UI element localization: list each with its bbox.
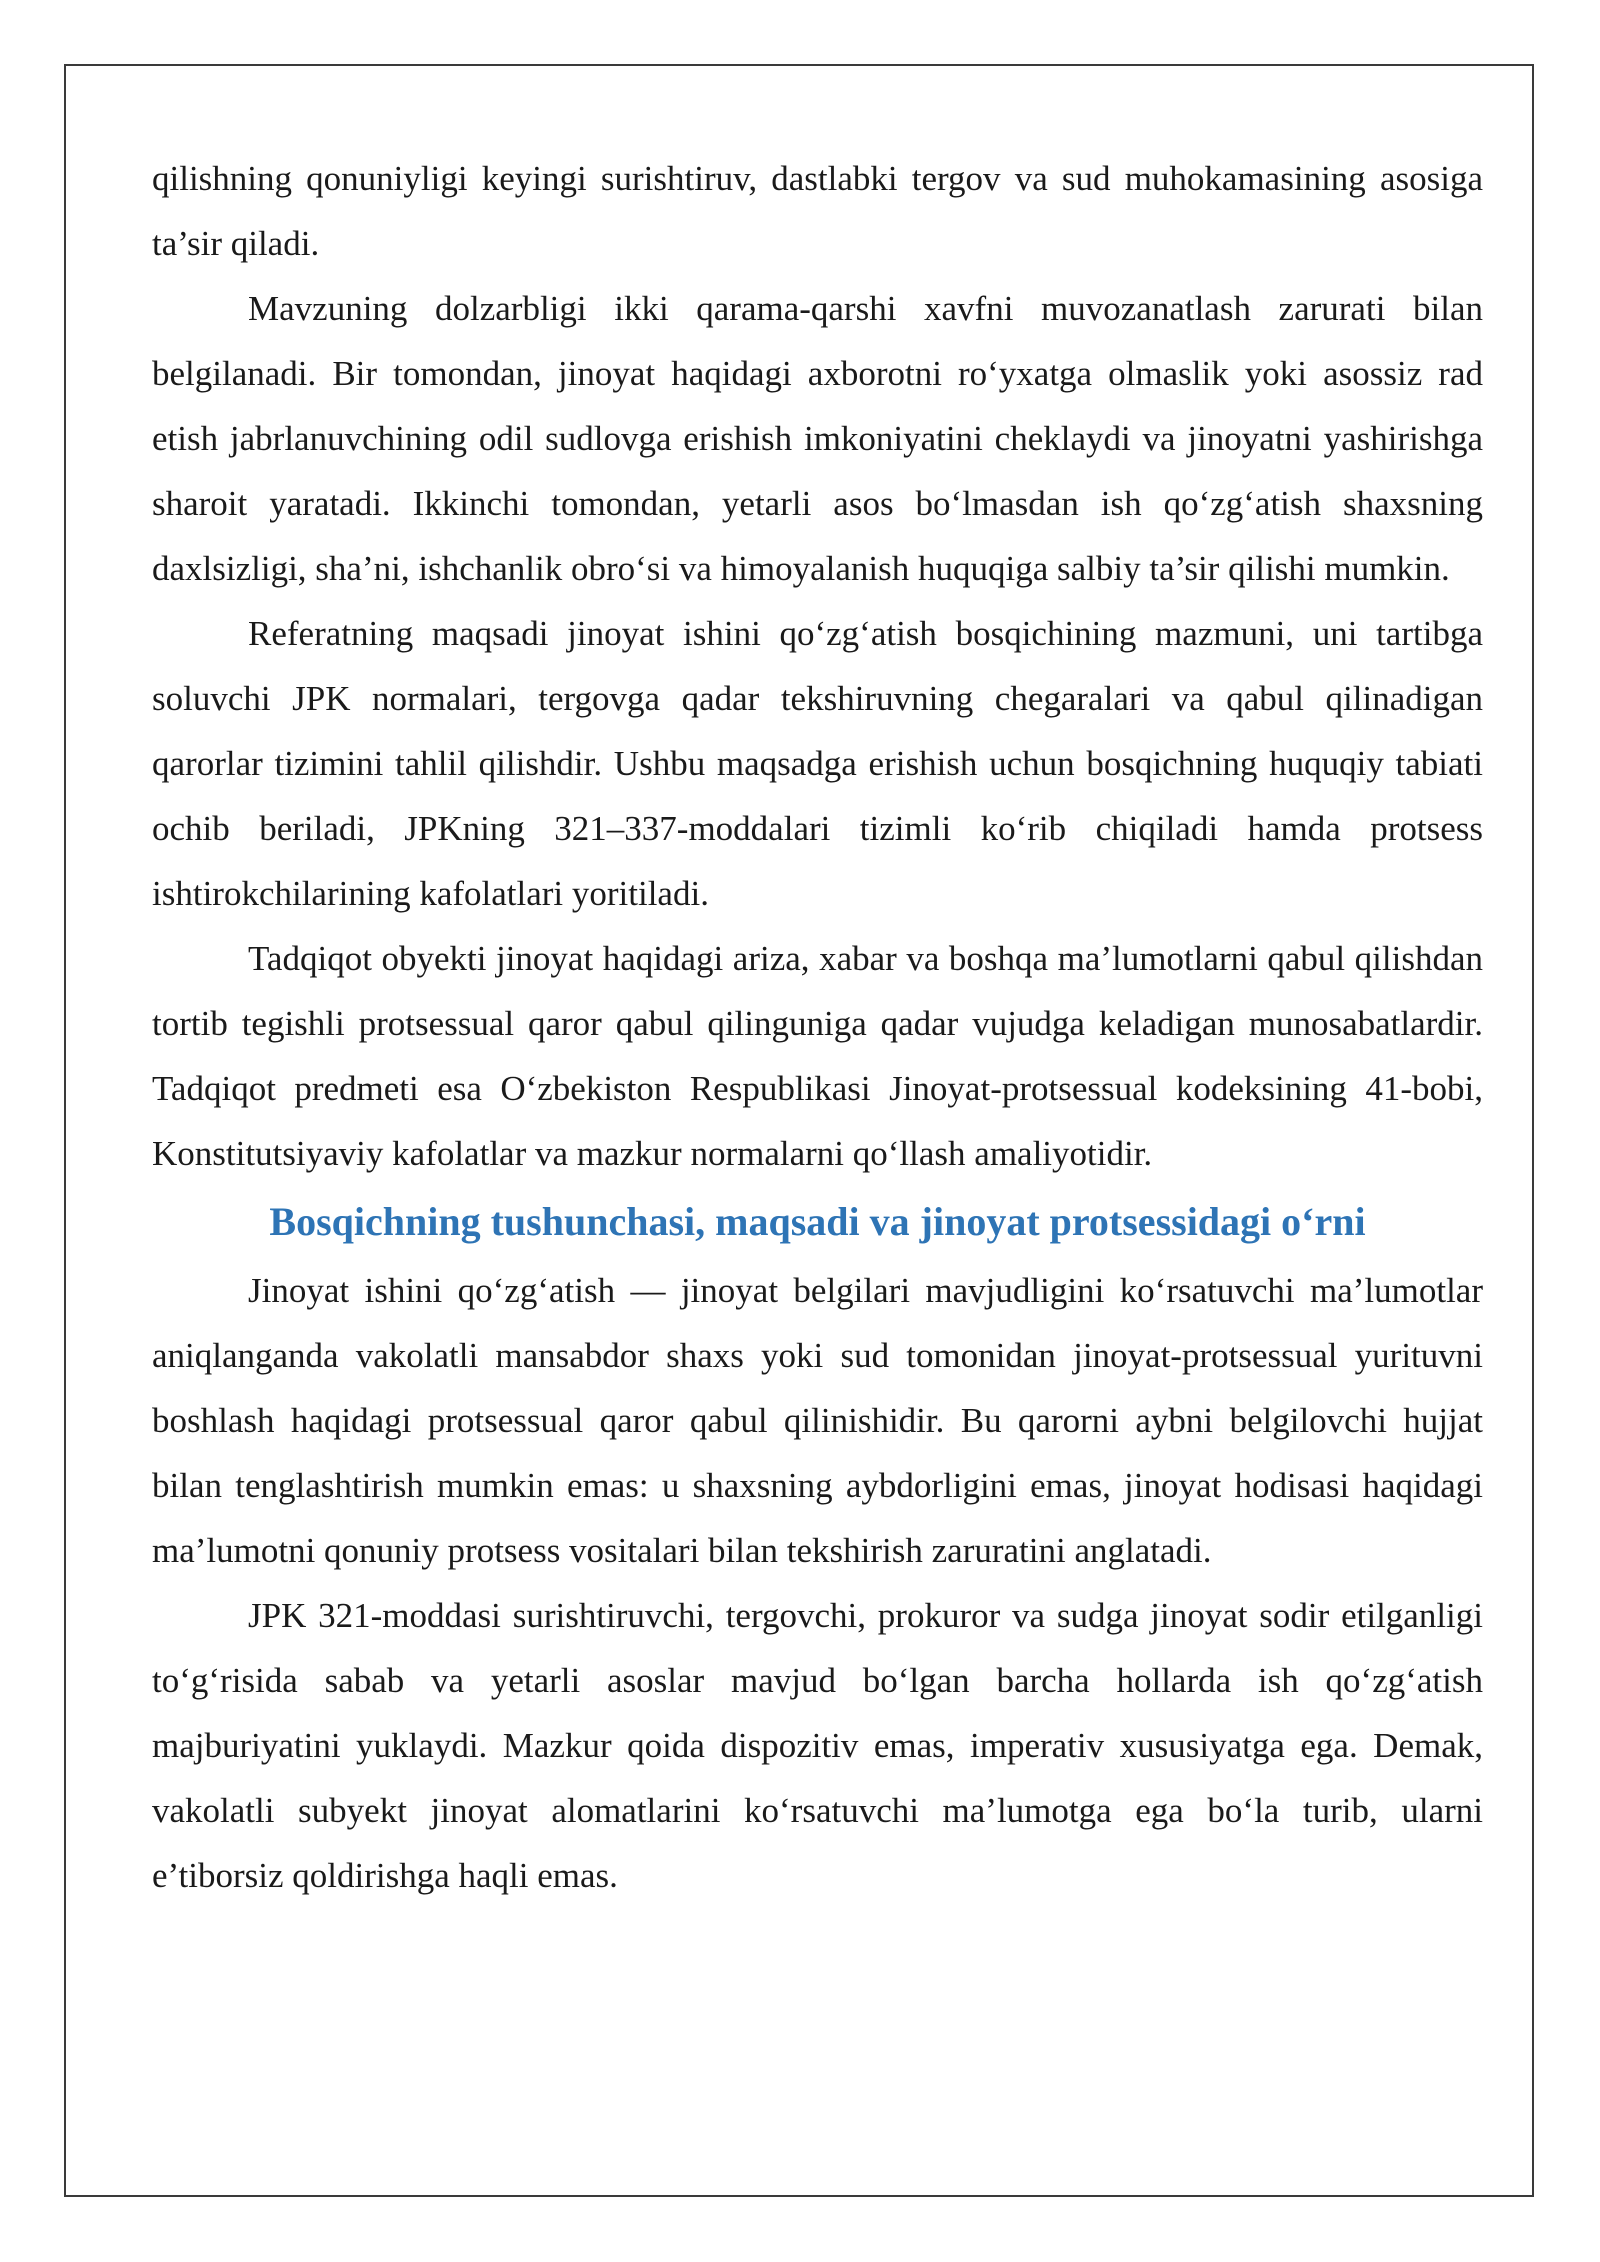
paragraph-definition: Jinoyat ishini qo‘zg‘atish — jinoyat belgilari mavjudligini ko‘rsatuvchi ma’lumotlar aniqlanganda vakolatli mansabdor shaxs yoki sud tomonidan jinoyat-protsessual yurituvni boshlash haqidagi protsessual qaror qabul qilinishidir. Bu qarorni aybni belgilovchi hujjat bilan tenglashtirish mumkin emas: u shaxsning aybdorligini emas, jinoyat hodisasi haqidagi ma’lumotni qonuniy protsess vositalari bilan tekshirish zaruratini anglatadi. <box>152 1271 1483 1570</box>
paragraph-relevance: Mavzuning dolzarbligi ikki qarama-qarshi xavfni muvozanatlash zarurati bilan belgilanadi. Bir tomondan, jinoyat haqidagi axborotni ro‘yxatga olmaslik yoki asossiz rad etish jabrlanuvchining odil sudlovga erishish imkoniyatini cheklaydi va jinoyatni yashirishga sharoit yaratadi. Ikkinchi tomondan, yetarli asos bo‘lmasdan ish qo‘zg‘atish shaxsning daxlsizligi, sha’ni, ishchanlik obro‘si va himoyalanish huquqiga salbiy ta’sir qilishi mumkin. <box>152 289 1483 588</box>
paragraph-aim: Referatning maqsadi jinoyat ishini qo‘zg‘atish bosqichining mazmuni, uni tartibga soluvchi JPK normalari, tergovga qadar tekshiruvning chegaralari va qabul qilinadigan qarorlar tizimini tahlil qilishdir. Ushbu maqsadga erishish uchun bosqichning huquqiy tabiati ochib beriladi, JPKning 321–337-moddalari tizimli ko‘rib chiqiladi hamda protsess ishtirokchilarining kafolatlari yoritiladi. <box>152 614 1483 913</box>
paragraph-research-object: Tadqiqot obyekti jinoyat haqidagi ariza, xabar va boshqa ma’lumotlarni qabul qilishdan tortib tegishli protsessual qaror qabul qilinguniga qadar vujudga keladigan munosabatlardir. Tadqiqot predmeti esa O‘zbekiston Respublikasi Jinoyat-protsessual kodeksining 41-bobi, Konstitutsiyaviy kafolatlar va mazkur normalarni qo‘llash amaliyotidir. <box>152 939 1483 1173</box>
document-body <box>152 146 1483 1908</box>
paragraph-continuation: qilishning qonuniyligi keyingi surishtiruv, dastlabki tergov va sud muhokamasining asosiga ta’sir qiladi. <box>152 159 1483 263</box>
paragraph-article-321: JPK 321-moddasi surishtiruvchi, tergovchi, prokuror va sudga jinoyat sodir etilganligi to‘g‘risida sabab va yetarli asoslar mavjud bo‘lgan barcha hollarda ish qo‘zg‘atish majburiyatini yuklaydi. Mazkur qoida dispozitiv emas, imperativ xususiyatga ega. Demak, vakolatli subyekt jinoyat alomatlarini ko‘rsatuvchi ma’lumotga ega bo‘la turib, ularni e’tiborsiz qoldirishga haqli emas. <box>152 1596 1483 1895</box>
section-heading: Bosqichning tushunchasi, maqsadi va jinoyat protsessidagi o‘rni <box>269 1199 1366 1244</box>
